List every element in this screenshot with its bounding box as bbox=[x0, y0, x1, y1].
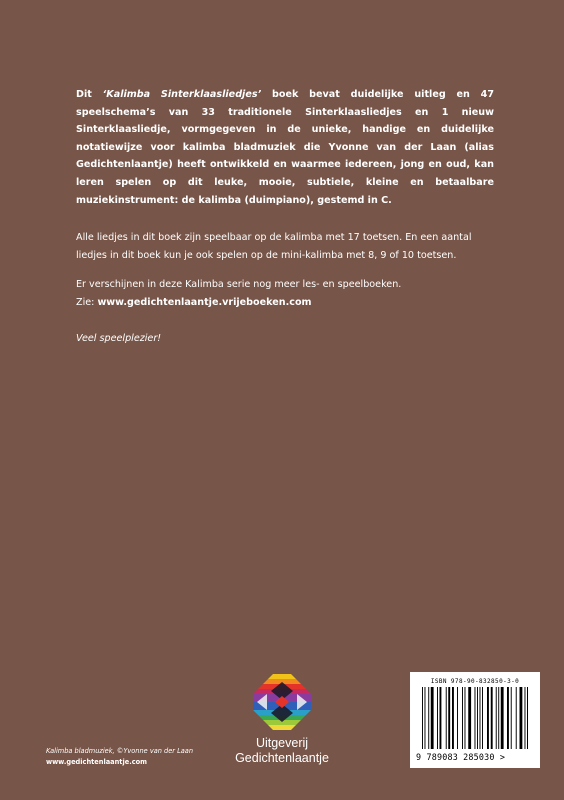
book-title: ‘Kalimba Sinterklaasliedjes’ bbox=[102, 89, 262, 100]
intro-lead: Dit bbox=[76, 89, 103, 100]
barcode-bars bbox=[422, 687, 528, 751]
barcode-bar bbox=[520, 687, 523, 749]
barcode-bar bbox=[480, 687, 481, 749]
barcode-bar bbox=[440, 687, 442, 749]
barcode-bar bbox=[448, 687, 450, 749]
barcode-bar bbox=[452, 687, 454, 749]
barcode-bar bbox=[527, 687, 528, 749]
barcode-bar bbox=[491, 687, 493, 749]
closing-text: Veel speelplezier! bbox=[76, 332, 162, 344]
credits-website[interactable]: www.gedichtenlaantje.com bbox=[46, 758, 148, 766]
publisher-logo-icon bbox=[249, 672, 315, 732]
barcode-bar bbox=[525, 687, 526, 749]
barcode-bar bbox=[431, 687, 434, 749]
barcode-bar bbox=[465, 687, 466, 749]
barcode-bar bbox=[437, 687, 438, 749]
barcode-bar bbox=[425, 687, 426, 749]
isbn-barcode bbox=[410, 672, 540, 768]
barcode-bar bbox=[501, 687, 504, 749]
barcode-bar bbox=[468, 687, 471, 749]
series-line: Er verschijnen in deze Kalimba serie nog meer les- en speelboeken. bbox=[76, 279, 402, 291]
website-link[interactable]: www.gedichtenlaantje.vrijeboeken.com bbox=[97, 296, 312, 308]
barcode-bar bbox=[487, 687, 489, 749]
zie-label: Zie: bbox=[76, 296, 98, 308]
barcode-bar bbox=[507, 687, 509, 749]
paragraph-keys: Alle liedjes in dit boek zijn speelbaar op de kalimba met 17 toetsen. En een aantal liedjes in dit boek kun je ook spelen op de mini-kalimba met 8, 9 of 10 toetsen. bbox=[76, 232, 472, 261]
copyright-line: Kalimba bladmuziek, ©Yvonne van der Laan bbox=[46, 747, 194, 755]
intro-paragraph bbox=[76, 86, 494, 209]
barcode-bar bbox=[498, 687, 499, 749]
barcode-bar bbox=[516, 687, 517, 749]
barcode-bar bbox=[428, 687, 429, 749]
isbn-label: ISBN 978-90-832850-3-0 bbox=[430, 678, 520, 685]
barcode-bar bbox=[462, 687, 463, 749]
barcode-bar bbox=[475, 687, 476, 749]
paragraph-series bbox=[76, 276, 494, 311]
publisher-name-line1: Uitgeverij bbox=[255, 736, 309, 750]
barcode-bar bbox=[511, 687, 512, 749]
publisher-name-line2: Gedichtenlaantje bbox=[235, 751, 329, 765]
barcode-bar bbox=[446, 687, 447, 749]
barcode-bar bbox=[422, 687, 423, 749]
barcode-bar bbox=[496, 687, 497, 749]
credits bbox=[46, 746, 193, 768]
barcode-digits: 9 789083 285030 > bbox=[416, 752, 506, 762]
intro-rest: boek bevat duidelijke uitleg en 47 speelschema’s van 33 traditionele Sinterklaasliedjes en 1 nieuw Sinterklaasliedje, vormgegeven in de unieke, handige en duidelijke notatiewijze voor kalimba bladmuziek die Yvonne van der Laan (alias Gedichtenlaantje) heeft ontwikkeld en waarmee iedereen, jong en oud, kan leren spelen op dit leuke, mooie, subtiele, kleine en betaalbare muziekinstrument: de kalimba (duimpiano), gestemd in C. bbox=[76, 89, 495, 206]
barcode-bar bbox=[482, 687, 483, 749]
back-cover-text bbox=[76, 86, 494, 347]
barcode-bar bbox=[477, 687, 478, 749]
barcode-bar bbox=[457, 687, 458, 749]
